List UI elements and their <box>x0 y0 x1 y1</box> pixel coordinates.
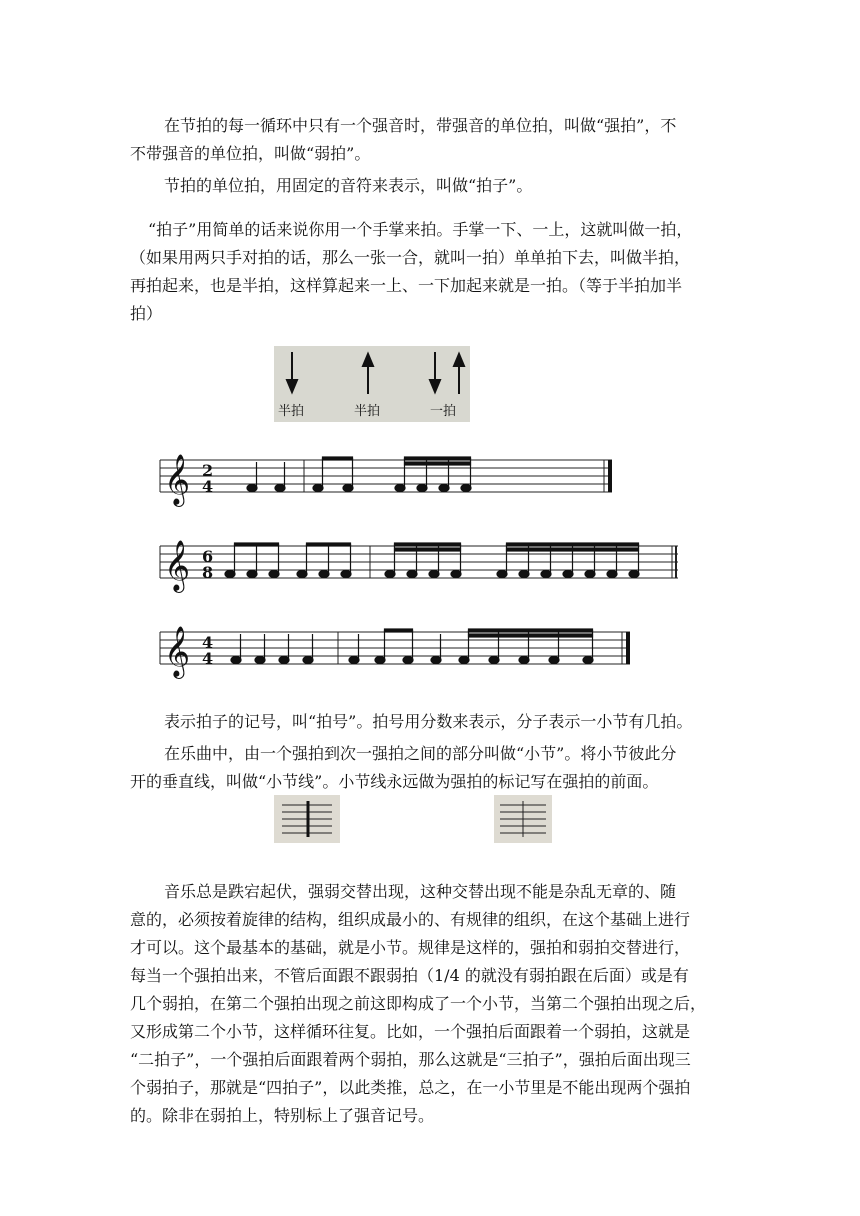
sixteenth-notes <box>385 543 461 578</box>
sixteenth-notes <box>395 457 471 492</box>
treble-clef-icon: 𝄞 <box>164 626 191 677</box>
para2-line1: 节拍的单位拍，用固定的音符来表示，叫做“拍子”。 <box>164 176 533 195</box>
time-sig-numerator: 4 <box>202 633 214 652</box>
down-arrow-icon <box>430 352 440 392</box>
time-sig-numerator: 6 <box>202 547 214 566</box>
para6-line4: 每当一个强拍出来，不管后面跟不跟弱拍（1/4 的就没有弱拍跟在后面）或是有 <box>130 966 689 985</box>
para5-line2: 开的垂直线，叫做“小节线”。小节线永远做为强拍的标记写在强拍的前面。 <box>130 772 659 791</box>
beat-arrows-figure <box>274 346 470 422</box>
para6-line8: 个弱拍子，那就是“四拍子”，以此类推，总之，在一小节里是不能出现两个强拍 <box>130 1078 691 1097</box>
para1-line1: 在节拍的每一循环中只有一个强音时，带强音的单位拍，叫做“强拍”，不 <box>164 116 677 135</box>
treble-clef-icon: 𝄞 <box>164 454 191 505</box>
sixteenth-notes <box>459 629 593 664</box>
quarter-note <box>431 634 441 664</box>
eighth-notes <box>313 457 353 492</box>
para6-line7: “二拍子”，一个强拍后面跟着两个弱拍，那么这就是“三拍子”，强拍后面出现三 <box>130 1050 691 1069</box>
bar-line-demo-2 <box>494 795 552 843</box>
eighth-notes-group <box>225 543 279 578</box>
para3-line2: （如果用两只手对拍的话，那么一张一合，就叫一拍）单单拍下去，叫做半拍， <box>130 248 691 267</box>
para6-line2: 意的，必须按着旋律的结构，组织成最小的、有规律的组织，在这个基础上进行 <box>130 910 691 929</box>
beat-label-half-1: 半拍 <box>278 404 305 419</box>
quarter-note <box>275 462 285 492</box>
staff-6-8 <box>158 534 678 596</box>
time-sig-denominator: 4 <box>202 477 214 496</box>
para6-line3: 才可以。这个最基本的基础，就是小节。规律是这样的，强拍和弱拍交替进行， <box>130 938 691 957</box>
para4-line1: 表示拍子的记号，叫“拍号”。拍号用分数来表示，分子表示一小节有几拍。 <box>164 712 693 731</box>
beat-label-one: 一拍 <box>430 404 457 419</box>
quarter-notes <box>231 634 313 664</box>
para6-line6: 又形成第二个小节，这样循环往复。比如，一个强拍后面跟着一个弱拍，这就是 <box>130 1022 691 1041</box>
para6-line1: 音乐总是跌宕起伏，强弱交替出现，这种交替出现不能是杂乱无章的、随 <box>164 882 677 901</box>
time-sig-denominator: 8 <box>202 563 214 582</box>
staff-2-4 <box>158 448 618 510</box>
single-bar-line-icon <box>274 795 340 843</box>
para5-line1: 在乐曲中，由一个强拍到次一强拍之间的部分叫做“小节”。将小节彼此分 <box>164 744 677 763</box>
staff-4-4 <box>158 620 632 682</box>
treble-clef-icon: 𝄞 <box>164 540 191 591</box>
para6-line5: 几个弱拍，在第二个强拍出现之前这即构成了一个小节，当第二个强拍出现之后， <box>130 994 707 1013</box>
up-arrow-icon <box>454 354 464 394</box>
time-sig-numerator: 2 <box>202 461 214 480</box>
para1-line2: 不带强音的单位拍，叫做“弱拍”。 <box>130 144 371 163</box>
sixteenth-notes <box>497 543 639 578</box>
quarter-note <box>247 462 257 492</box>
para3-line4: 拍） <box>130 304 163 323</box>
eighth-notes <box>375 629 413 664</box>
bar-line-demo-1 <box>274 795 340 843</box>
para3-line1: “拍子”用简单的话来说你用一个手掌来拍。手掌一下、一上，这就叫做一拍， <box>148 220 693 239</box>
up-arrow-icon <box>363 354 373 394</box>
para3-line3: 再拍起来，也是半拍，这样算起来一上、一下加起来就是一拍。（等于半拍加半 <box>130 276 683 295</box>
down-arrow-icon <box>287 352 297 392</box>
quarter-note <box>349 634 359 664</box>
staff-with-bar-line-icon <box>494 795 552 843</box>
beat-label-half-2: 半拍 <box>354 404 381 419</box>
eighth-notes-group <box>297 543 351 578</box>
para6-line9: 的。除非在弱拍上，特别标上了强音记号。 <box>130 1106 435 1125</box>
time-sig-denominator: 4 <box>202 649 214 668</box>
